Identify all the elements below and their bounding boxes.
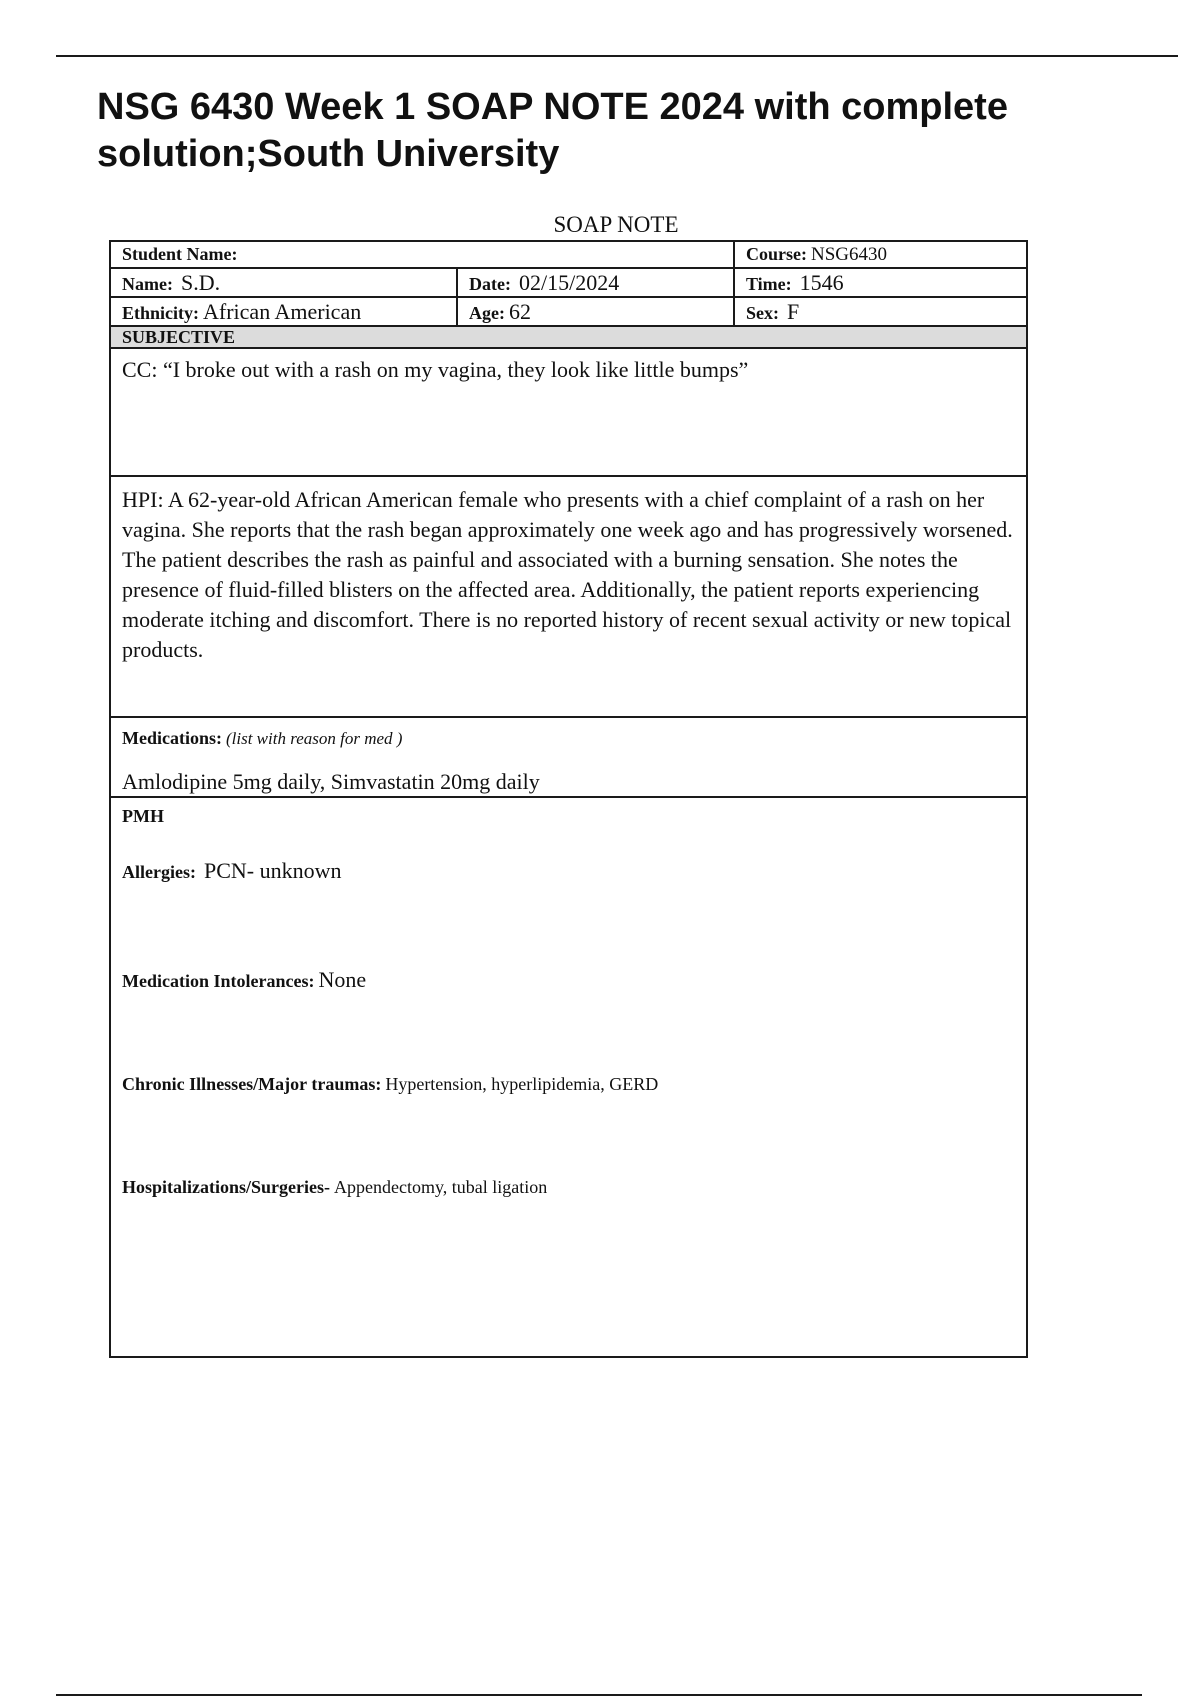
student-name-cell [111,242,733,267]
date-cell [456,269,733,296]
ethnicity-value: African American [203,299,362,324]
age-label: Age: [469,303,505,323]
name-value: S.D. [180,270,221,295]
student-course-row [111,242,1026,269]
ethnicity-age-sex-row [111,298,1026,327]
hpi-section [111,477,1026,718]
course-label: Course: [746,244,807,264]
medications-note: (list with reason for med ) [225,729,403,748]
ethnicity-label: Ethnicity: [122,303,200,323]
medications-section [111,718,1026,798]
ethnicity-cell [111,298,456,325]
hospitalizations-line [122,1177,547,1198]
sex-cell [733,298,1026,325]
name-cell [111,269,456,296]
intolerances-value: None [318,967,367,992]
allergies-line [122,858,341,884]
allergies-value: PCN- unknown [203,858,342,883]
top-divider [56,55,1178,57]
name-date-time-row [111,269,1026,298]
name-label: Name: [122,274,173,294]
date-value: 02/15/2024 [518,270,620,295]
course-cell [733,242,1026,267]
bottom-divider [56,1694,1142,1696]
medications-value: Amlodipine 5mg daily, Simvastatin 20mg daily [122,769,540,794]
soap-note-form [109,240,1028,1358]
intolerances-line [122,967,366,993]
date-label: Date: [469,274,511,294]
chief-complaint-text: CC: “I broke out with a rash on my vagina, they look like little bumps” [122,357,749,382]
pmh-heading: PMH [122,806,164,826]
hospitalizations-label: Hospitalizations/Surgeries- [122,1177,330,1197]
chronic-illnesses-label: Chronic Illnesses/Major traumas: [122,1074,382,1094]
medications-label: Medications: [122,728,222,748]
sex-value: F [787,299,800,324]
course-value: NSG6430 [811,244,888,265]
chronic-illnesses-line [122,1074,658,1095]
hospitalizations-value: Appendectomy, tubal ligation [334,1177,548,1197]
time-cell [733,269,1026,296]
chronic-illnesses-value: Hypertension, hyperlipidemia, GERD [385,1074,659,1094]
hpi-text: HPI: A 62-year-old African American female who presents with a chief complaint of a rash on her vagina. She reports that the rash began approximately one week ago and has progressively worsened. The patient describes the rash as painful and associated with a burning sensation. She notes the presence of fluid-filled blisters on the affected area. Additionally, the patient reports experiencing moderate itching and discomfort. There is no reported history of recent sexual activity or new topical products. [122,487,1013,662]
document-title: NSG 6430 Week 1 SOAP NOTE 2024 with complete solution;South University [97,86,1008,175]
intolerances-label: Medication Intolerances: [122,971,315,991]
chief-complaint-section [111,349,1026,477]
pmh-section [111,798,1026,1356]
time-value: 1546 [799,270,844,295]
sex-label: Sex: [746,303,779,323]
age-cell [456,298,733,325]
student-name-label: Student Name: [122,244,238,264]
subjective-heading-row [111,327,1026,349]
subjective-heading: SUBJECTIVE [122,327,236,347]
allergies-label: Allergies: [122,862,196,882]
age-value: 62 [508,299,531,324]
time-label: Time: [746,274,792,294]
form-heading: SOAP NOTE [553,212,679,237]
